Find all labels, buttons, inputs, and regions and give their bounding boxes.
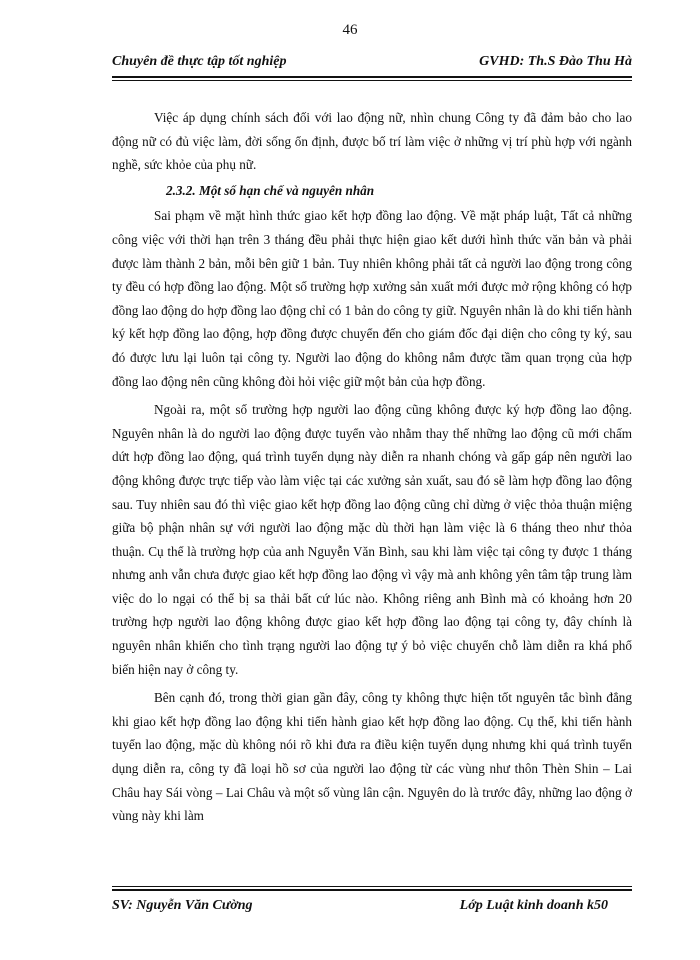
footer-rule-thin [112,886,632,887]
paragraph-women-labor-policy: Việc áp dụng chính sách đối với lao động nữ, nhìn chung Công ty đã đảm bảo cho lao động nữ có đủ việc làm, đời sống ổn định, được bố trí làm việc ở những vị trí phù hợp với ngành nghề, sức khỏe của phụ nữ. [112,110,632,173]
footer-rule-thick [112,889,632,891]
paragraph-equality-principle: Bên cạnh đó, trong thời gian gần đây, công ty không thực hiện tốt nguyên tắc bình đẳng khi giao kết hợp đồng lao động khi tiến hành giao kết hợp đồng lao động. Cụ thể, khi tiến hành tuyển lao động, mặc dù không nói rõ khi đưa ra điều kiện tuyển dụng nhưng khi quá trình tuyển dụng diễn ra, công ty đã loại hồ sơ của người lao động từ các vùng như thôn Thèn Shin – Lai Châu hay Sái vòng – Lai Châu và một số vùng lân cận. Nguyên do là trước đây, những lao động ở vùng này khi làm [112,690,632,824]
paragraph-unsigned-contracts: Ngoài ra, một số trường hợp người lao động cũng không được ký hợp đồng lao động. Nguyên nhân là do người lao động được tuyển vào nhằm thay thế những lao động cũ mới chấm dứt hợp đồng lao động, quá trình tuyển dụng này diễn ra nhanh chóng và gấp gáp nên người lao động không được trực tiếp vào làm việc tại các xưởng sản xuất, sau đó sẽ làm hợp đồng lao động sau. Tuy nhiên sau đó thì việc giao kết hợp đồng lao động cũng chỉ dừng ở việc thỏa thuận miệng giữa bộ phận nhân sự với người lao động mặc dù thời hạn làm việc là 6 tháng theo như thỏa thuận. Cụ thể là trường hợp của anh Nguyễn Văn Bình, sau khi làm việc tại công ty được 1 tháng nhưng anh vẫn chưa được giao kết hợp đồng lao động vì vậy mà anh không yên tâm tập trung làm việc do lo ngại có thể bị sa thải bất cứ lúc nào. Không riêng anh Bình mà có khoảng hơn 20 trường hợp người lao động không được giao kết hợp đồng lao động tại công ty, đây chính là nguyên nhân khiến cho tình trạng người lao động tự ý bỏ việc chuyển chỗ làm diễn ra khá phổ biến hiện nay ở công ty. [112,402,632,677]
header-report-title: Chuyên đề thực tập tốt nghiệp [112,54,287,69]
section-heading: 2.3.2. Một số hạn chế và nguyên nhân [166,182,375,198]
footer-student-name: SV: Nguyễn Văn Cường [112,898,253,913]
footer-class-name: Lớp Luật kinh doanh k50 [459,898,608,913]
paragraph-contract-form-violations: Sai phạm về mặt hình thức giao kết hợp đồng lao động. Về mặt pháp luật, Tất cả những công việc với thời hạn trên 3 tháng đều phải thực hiện giao kết dưới hình thức văn bản và phải được làm thành 2 bản, mỗi bên giữ 1 bản. Tuy nhiên không phải tất cả người lao động trong công ty đều có hợp đồng lao động. Một số trường hợp xưởng sản xuất mới được mở rộng không có hợp đồng lao động do hợp đồng lao động chỉ có 1 bản do công ty giữ. Nguyên nhân là do khi tiến hành ký kết hợp đồng lao động, hợp đồng được chuyển đến cho giám đốc đại diện cho công ty ký, sau đó được lưu lại luôn tại công ty. Người lao động do không nắm được tầm quan trọng của hợp đồng lao động nên cũng không đòi hỏi việc giữ một bản của hợp đồng. [112,208,632,389]
document-body [112,106,632,828]
page-number: 46 [342,22,358,38]
header-supervisor: GVHD: Th.S Đào Thu Hà [479,54,632,69]
header-rule-thick [112,76,632,78]
header-rule-thin [112,80,632,81]
page-header [112,52,632,74]
